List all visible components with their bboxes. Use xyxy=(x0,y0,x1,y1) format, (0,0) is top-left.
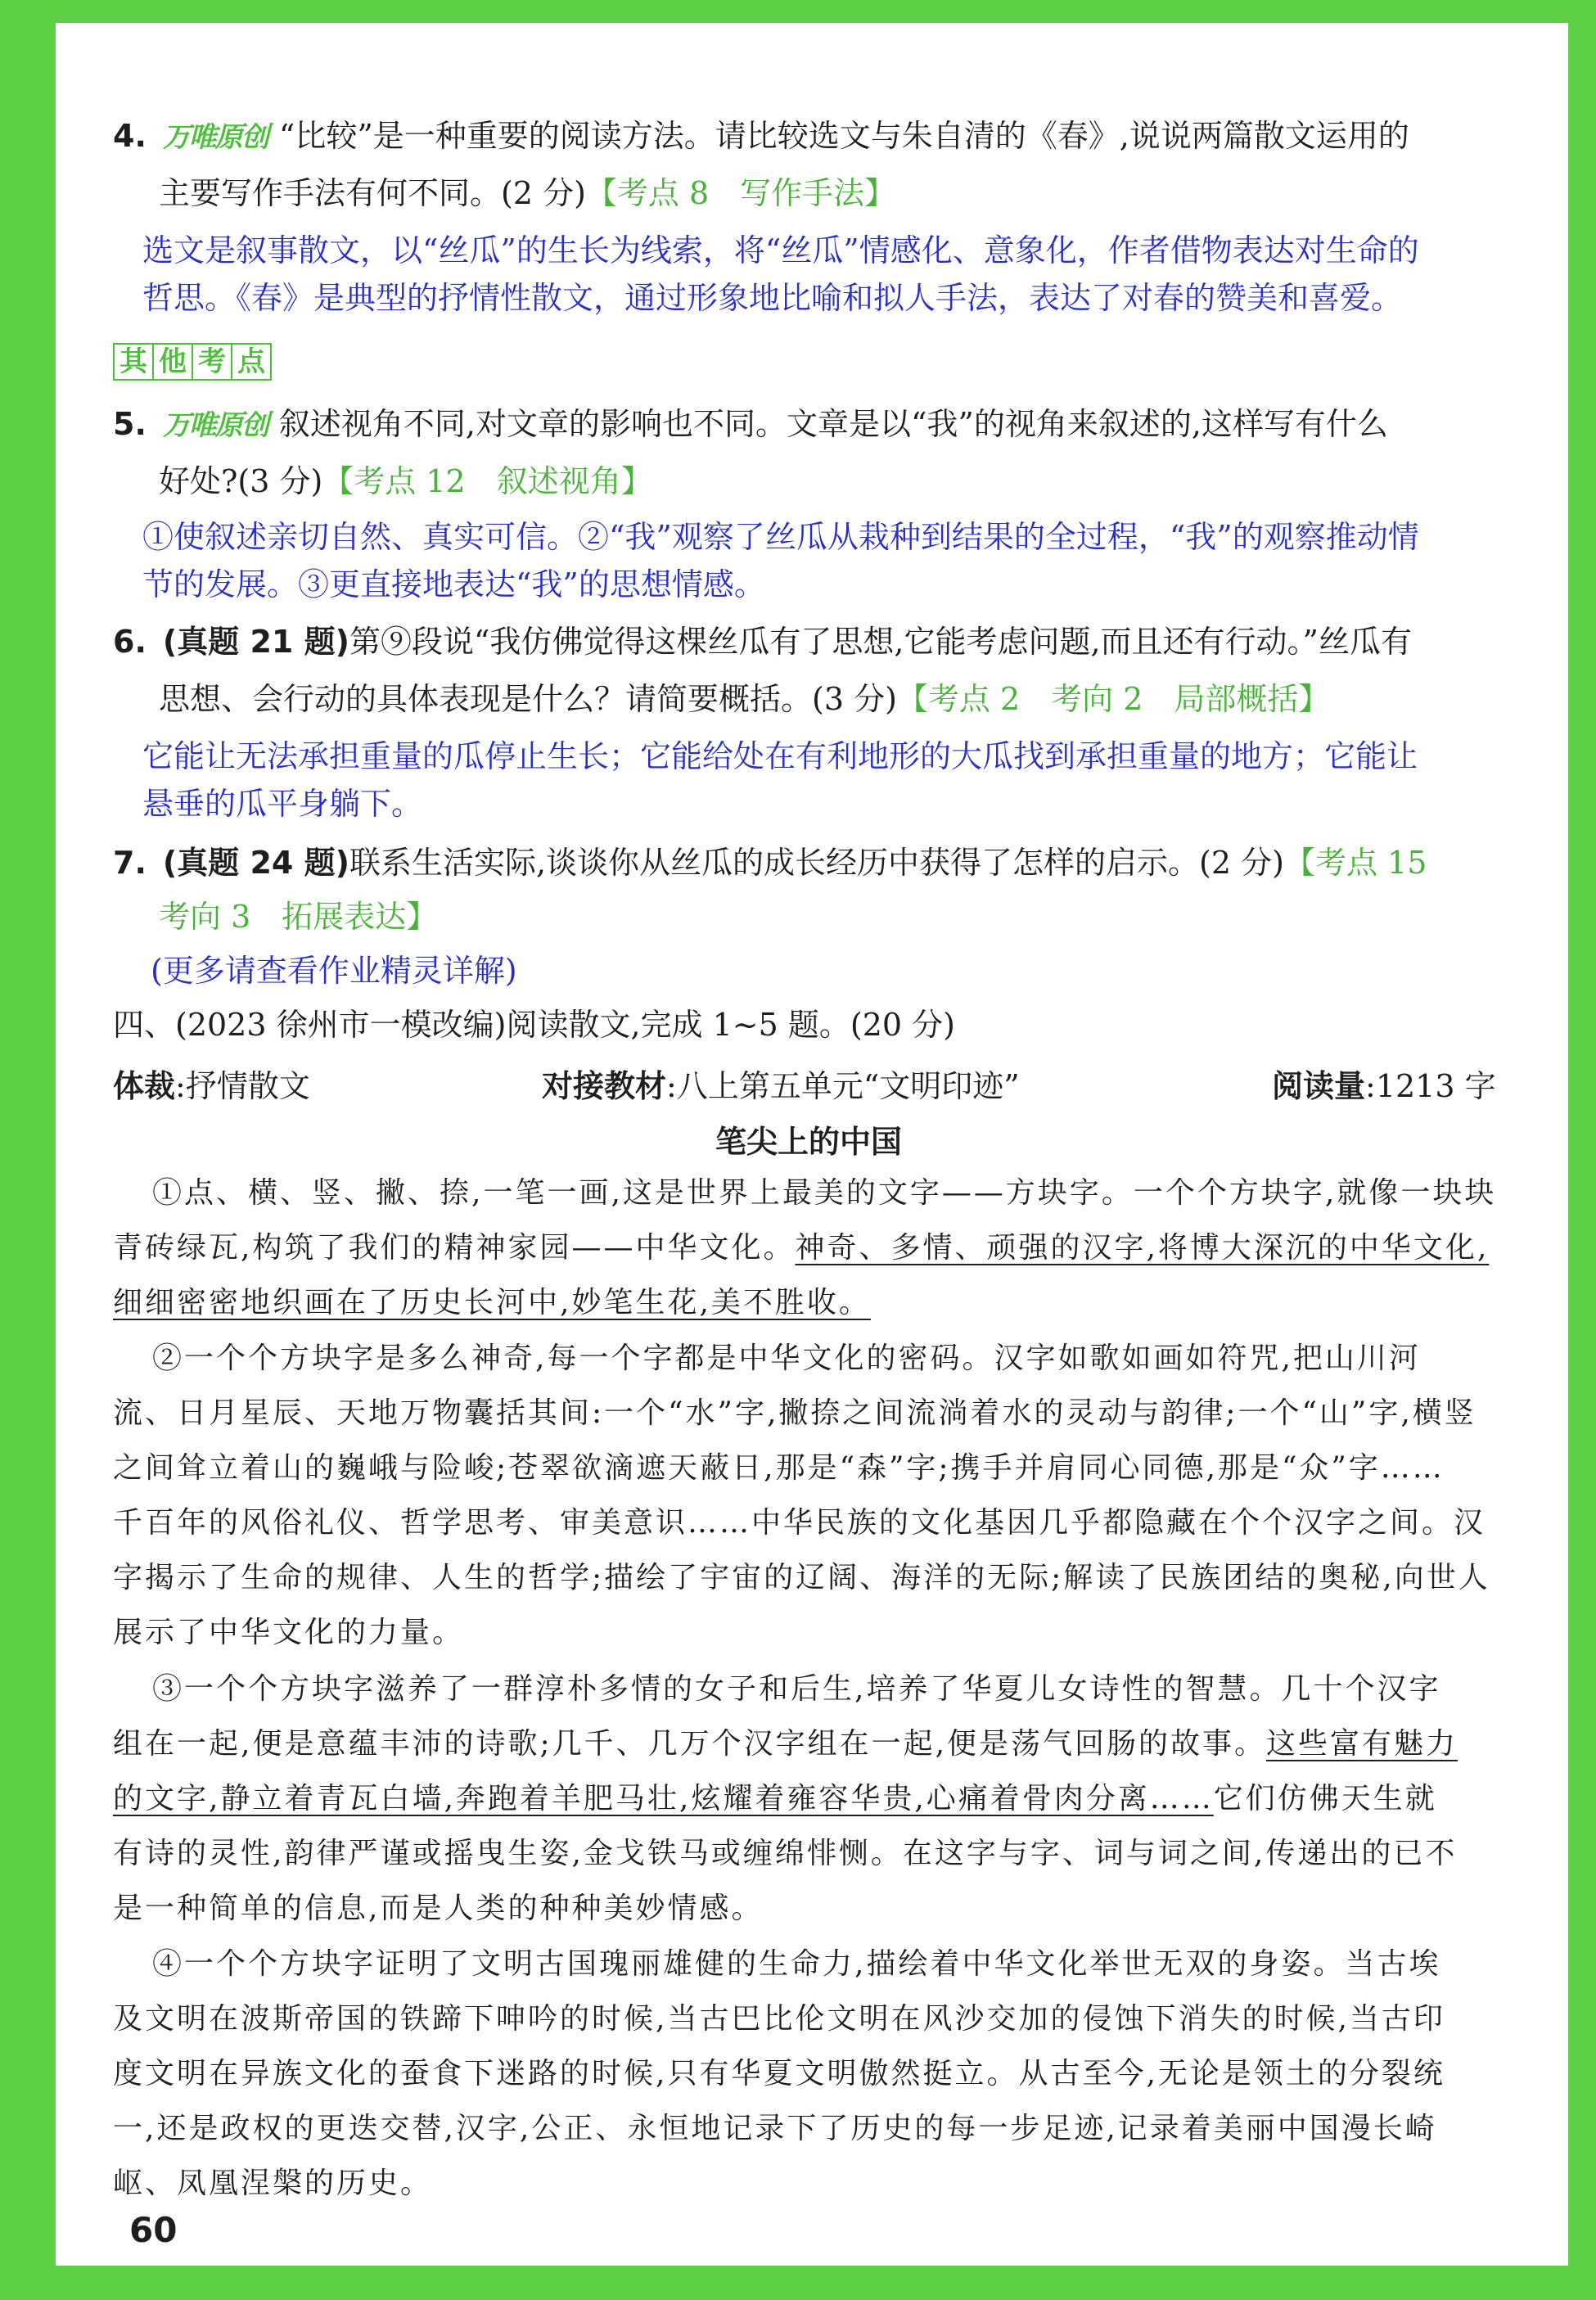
answer-5-line1: ①使叙述亲切自然、真实可信。②“我”观察了丝瓜从栽种到结果的全过程，“我”的观察推动情 xyxy=(142,519,1419,555)
reading-amount xyxy=(1272,1061,1496,1106)
answer-7-more-link: (更多请查看作业精灵详解) xyxy=(151,953,517,989)
text-segment: 组在一起,便是意蕴丰沛的诗歌;几千、几万个汉字组在一起,便是荡气回肠的故事。 xyxy=(113,1727,1267,1761)
paragraph-line: 字揭示了生命的规律、人生的哲学;描绘了宇宙的辽阔、海洋的无际;解读了民族团结的奥秘,向世人 xyxy=(113,1561,1490,1594)
question-number: 5. xyxy=(113,406,147,442)
paragraph-line: 之间耸立着山的巍峨与险峻;苍翠欲滴遮天蔽日,那是“森”字;携手并肩同心同德,那是“众”字…… xyxy=(113,1451,1445,1485)
reading-value: :1213 字 xyxy=(1365,1068,1496,1104)
paragraph-line: 岖、凤凰涅槃的历史。 xyxy=(113,2167,433,2200)
genre-label: 体裁 xyxy=(113,1068,176,1104)
underlined-text: 细细密密地织画在了历史长河中,妙笔生花,美不胜收。 xyxy=(113,1286,871,1319)
original-badge: 万唯原创 xyxy=(162,409,268,442)
text-segment: 青砖绿瓦,构筑了我们的精神家园——中华文化。 xyxy=(113,1231,796,1265)
question-7 xyxy=(113,843,1427,882)
paragraph-line: 展示了中华文化的力量。 xyxy=(113,1616,465,1649)
paragraph-line: ①点、横、竖、撇、捺,一笔一画,这是世界上最美的文字——方块字。一个个方块字,就像一块块 xyxy=(152,1176,1497,1210)
underlined-text: 神奇、多情、顽强的汉字,将博大深沉的中华文化, xyxy=(795,1231,1490,1265)
paragraph-line: 是一种简单的信息,而是人类的种种美妙情感。 xyxy=(113,1892,764,1925)
question-text: “比较”是一种重要的阅读方法。请比较选文与朱自清的《春》,说说两篇散文运用的 xyxy=(278,118,1409,154)
page-number: 60 xyxy=(129,2210,178,2250)
reading-label: 阅读量 xyxy=(1272,1068,1366,1104)
question-4-line2 xyxy=(159,174,895,213)
text-segment: 它们仿佛天生就 xyxy=(1213,1782,1437,1815)
question-number: 4. xyxy=(113,118,147,154)
paragraph-line: 有诗的灵性,韵律严谨或摇曳生姿,金戈铁马或缠绵悱恻。在这字与字、词与词之间,传递出的已不 xyxy=(113,1837,1458,1870)
paragraph-line: ④一个个方块字证明了文明古国瑰丽雄健的生命力,描绘着中华文化举世无双的身姿。当古埃 xyxy=(152,1947,1441,1981)
tag-char: 考 xyxy=(192,343,232,381)
tag-char: 其 xyxy=(113,343,154,381)
answer-4-line2: 哲思。《春》是典型的抒情性散文，通过形象地比喻和拟人手法，表达了对春的赞美和喜爱。 xyxy=(142,280,1403,316)
paragraph-line xyxy=(113,1220,1489,1275)
paragraph-line xyxy=(113,1716,1458,1771)
question-text: 思想、会行动的具体表现是什么？请简要概括。(3 分) xyxy=(159,681,897,717)
question-source: (真题 24 题) xyxy=(162,845,349,881)
textbook xyxy=(542,1061,1020,1106)
question-5 xyxy=(113,404,1388,445)
genre-value: :抒情散文 xyxy=(175,1068,310,1104)
section-heading-text: 四、(2023 徐州市一模改编)阅读散文,完成 1~5 题。(20 分) xyxy=(113,1007,955,1043)
paragraph-line: 度文明在异族文化的蚕食下迷路的时候,只有华夏文明傲然挺立。从古至今,无论是领土的分裂统 xyxy=(113,2057,1445,2090)
knowledge-tag: 【考点 15 xyxy=(1283,845,1427,881)
paragraph-line: 及文明在波斯帝国的铁蹄下呻吟的时候,当古巴比伦文明在风沙交加的侵蚀下消失的时候,当古印 xyxy=(113,2002,1445,2036)
genre xyxy=(113,1061,310,1106)
paragraph-line xyxy=(113,1771,1437,1826)
knowledge-tag: 【考点 12 叙述视角】 xyxy=(322,463,652,499)
answer-5-line2: 节的发展。③更直接地表达“我”的思想情感。 xyxy=(142,566,765,602)
knowledge-tag: 【考点 2 考向 2 局部概括】 xyxy=(896,681,1330,717)
question-number: 7. xyxy=(113,845,147,881)
question-text: 第⑨段说“我仿佛觉得这棵丝瓜有了思想,它能考虑问题,而且还有行动。”丝瓜有 xyxy=(349,624,1412,660)
question-text: 叙述视角不同,对文章的影响也不同。文章是以“我”的视角来叙述的,这样写有什么 xyxy=(278,406,1388,442)
underlined-text: 这些富有魅力 xyxy=(1266,1727,1458,1761)
knowledge-tag: 考向 3 拓展表达】 xyxy=(159,899,438,935)
paragraph-line: ②一个个方块字是多么神奇,每一个字都是中华文化的密码。汉字如歌如画如符咒,把山川河 xyxy=(152,1342,1421,1375)
question-source: (真题 21 题) xyxy=(162,624,349,660)
textbook-label: 对接教材 xyxy=(542,1068,667,1104)
knowledge-tag: 【考点 8 写作手法】 xyxy=(585,175,896,211)
underlined-text: 的文字,静立着青瓦白墙,奔跑着羊肥马壮,炫耀着雍容华贵,心痛着骨肉分离…… xyxy=(113,1782,1214,1815)
paragraph-line: ③一个个方块字滋养了一群淳朴多情的女子和后生,培养了华夏儿女诗性的智慧。几十个汉字 xyxy=(152,1672,1441,1706)
textbook-value: :八上第五单元“文明印迹” xyxy=(666,1068,1020,1104)
paragraph-line: 一,还是政权的更迭交替,汉字,公正、永恒地记录下了历史的每一步足迹,记录着美丽中国漫长崎 xyxy=(113,2112,1437,2145)
answer-4-line1: 选文是叙事散文，以“丝瓜”的生长为线索，将“丝瓜”情感化、意象化，作者借物表达对生命的 xyxy=(142,232,1419,268)
question-text: 好处?(3 分) xyxy=(159,463,323,499)
paragraph-line: 流、日月星辰、天地万物囊括其间:一个“水”字,撇捺之间流淌着水的灵动与韵律;一个“山”字,横竖 xyxy=(113,1396,1477,1430)
article-title: 笔尖上的中国 xyxy=(715,1123,902,1160)
paragraph-line: 千百年的风俗礼仪、哲学思考、审美意识……中华民族的文化基因几乎都隐藏在个个汉字之间。汉 xyxy=(113,1506,1486,1540)
other-knowledge-label xyxy=(113,340,270,381)
tag-char: 点 xyxy=(231,343,272,381)
section-heading xyxy=(113,1005,955,1044)
original-badge: 万唯原创 xyxy=(162,121,268,154)
question-text: 联系生活实际,谈谈你从丝瓜的成长经历中获得了怎样的启示。(2 分) xyxy=(349,845,1284,881)
question-6-line2 xyxy=(159,679,1329,719)
question-number: 6. xyxy=(113,624,147,660)
answer-6-line1: 它能让无法承担重量的瓜停止生长；它能给处在有利地形的大瓜找到承担重量的地方；它能让 xyxy=(142,738,1418,774)
question-4 xyxy=(113,116,1409,157)
answer-6-line2: 悬垂的瓜平身躺下。 xyxy=(142,786,423,822)
question-5-line2 xyxy=(159,462,652,501)
question-text: 主要写作手法有何不同。(2 分) xyxy=(159,175,586,211)
question-6 xyxy=(113,622,1412,661)
tag-char: 他 xyxy=(152,343,193,381)
